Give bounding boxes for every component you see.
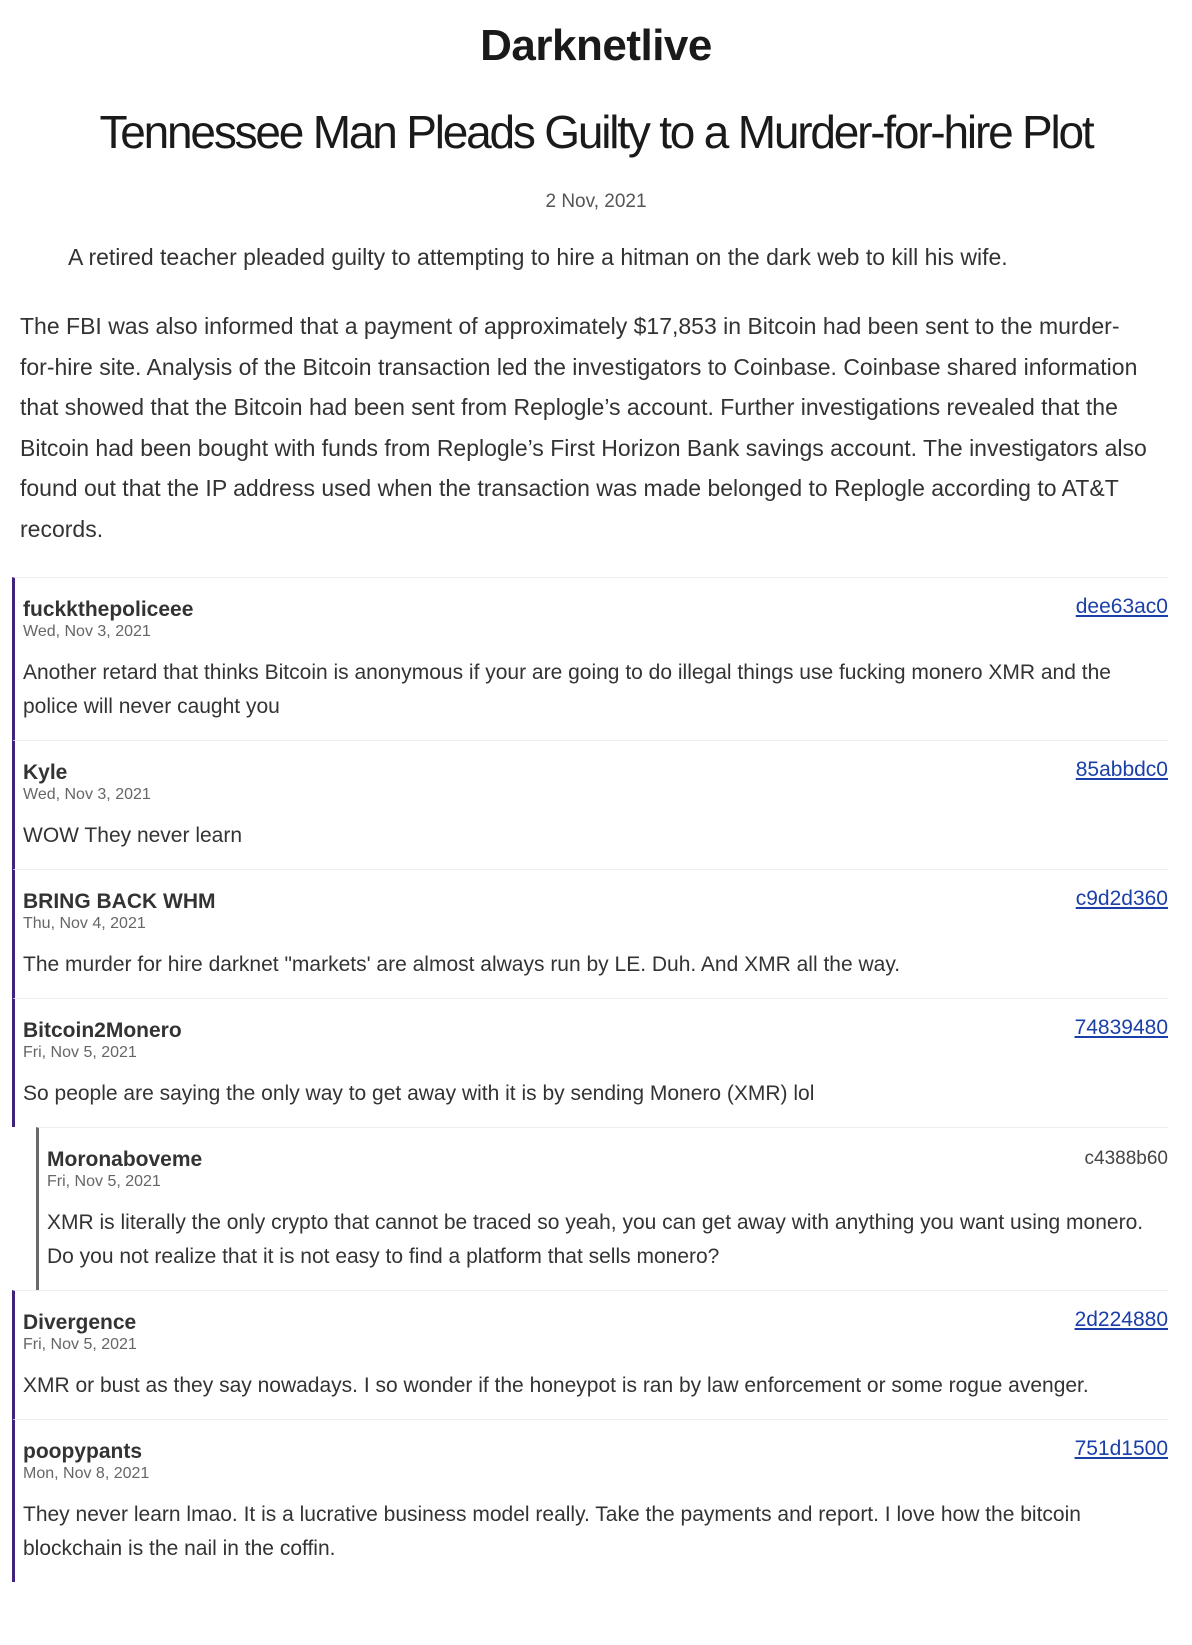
comment-date: Mon, Nov 8, 2021 — [23, 1465, 150, 1482]
comment-text: The murder for hire darknet "markets' are almost always run by LE. Duh. And XMR all the way. — [23, 953, 901, 976]
comment-date: Thu, Nov 4, 2021 — [23, 915, 146, 932]
comments-section — [0, 577, 1192, 1582]
comment-text: WOW They never learn — [23, 824, 243, 847]
article-body: The FBI was also informed that a payment of approximately $17,853 in Bitcoin had been sent to the murder-for-hire site. Analysis of the Bitcoin transaction led the investigators to Coinbase. Coinbase shared information that showed that the Bitcoin had been sent from Replogle’s account. Further investigations revealed that the Bitcoin had been bought with funds from Replogle’s First Horizon Bank savings account. The investigators also found out that the IP address used when the transaction was made belonged to Replogle according to AT&T records. — [20, 313, 1147, 542]
comment — [12, 1290, 1168, 1419]
article-date: 2 Nov, 2021 — [545, 191, 647, 212]
comment-permalink[interactable]: c9d2d360 — [1075, 887, 1168, 910]
comment-id: c4388b60 — [1084, 1148, 1168, 1169]
comment-date: Wed, Nov 3, 2021 — [23, 786, 151, 803]
article-title: Tennessee Man Pleads Guilty to a Murder-for-hire Plot — [99, 106, 1093, 158]
comment-reply — [36, 1127, 1168, 1290]
comment-date: Fri, Nov 5, 2021 — [47, 1173, 161, 1190]
comment — [12, 869, 1168, 998]
comment — [12, 1419, 1168, 1582]
comment-permalink[interactable]: 74839480 — [1074, 1016, 1168, 1039]
comment-permalink[interactable]: 85abbdc0 — [1075, 758, 1168, 781]
comment-text: So people are saying the only way to get away with it is by sending Monero (XMR) lol — [23, 1082, 815, 1105]
comment-permalink[interactable]: dee63ac0 — [1075, 595, 1168, 618]
comment — [12, 998, 1168, 1127]
comment-permalink[interactable]: 751d1500 — [1074, 1437, 1168, 1460]
comment-author: fuckkthepoliceee — [23, 598, 194, 621]
comment-date: Fri, Nov 5, 2021 — [23, 1044, 137, 1061]
comment-text: XMR is literally the only crypto that cannot be traced so yeah, you can get away with anything you want using monero. Do you not realize that it is not easy to find a platform that sells monero? — [47, 1211, 1144, 1268]
comment-text: XMR or bust as they say nowadays. I so wonder if the honeypot is ran by law enforcement or some rogue avenger. — [23, 1374, 1089, 1397]
comment — [12, 740, 1168, 869]
comment-permalink[interactable]: 2d224880 — [1074, 1308, 1168, 1331]
comment-date: Wed, Nov 3, 2021 — [23, 623, 151, 640]
comment-author: Kyle — [23, 761, 68, 784]
comment-author: BRING BACK WHM — [23, 890, 216, 913]
comment — [12, 577, 1168, 740]
comment-author: poopypants — [23, 1440, 142, 1463]
site-title[interactable]: Darknetlive — [480, 21, 712, 70]
article-lede: A retired teacher pleaded guilty to attempting to hire a hitman on the dark web to kill his wife. — [68, 244, 1008, 270]
comment-text: Another retard that thinks Bitcoin is anonymous if your are going to do illegal things use fucking monero XMR and the police will never caught you — [23, 661, 1111, 718]
comment-date: Fri, Nov 5, 2021 — [23, 1336, 137, 1353]
comment-author: Divergence — [23, 1311, 137, 1334]
comment-author: Moronaboveme — [47, 1148, 203, 1171]
comment-author: Bitcoin2Monero — [23, 1019, 182, 1042]
comment-text: They never learn lmao. It is a lucrative business model really. Take the payments and report. I love how the bitcoin blockchain is the nail in the coffin. — [23, 1503, 1081, 1560]
